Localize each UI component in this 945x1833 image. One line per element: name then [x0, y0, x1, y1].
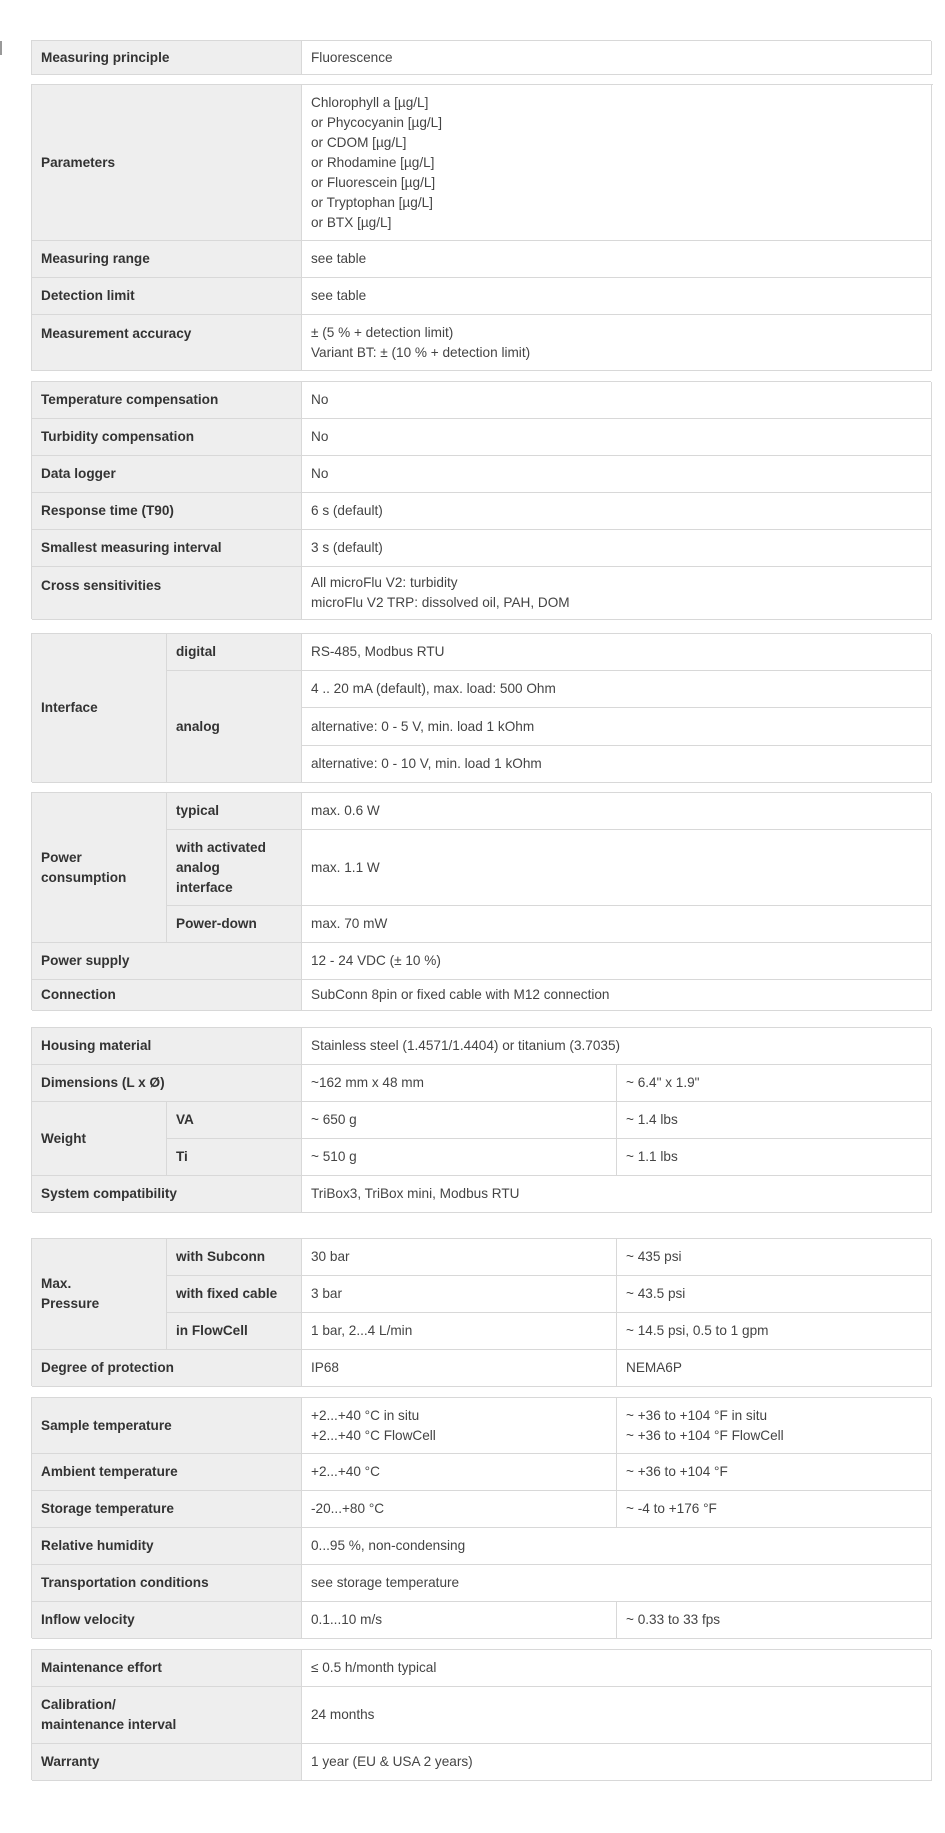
cell-text: Cross sensitivities	[41, 578, 162, 593]
cell-text: +2...+40 °C in situ +2...+40 °C FlowCell	[311, 1407, 436, 1443]
cell-text: Sample temperature	[41, 1417, 172, 1433]
cell-text: ~ 1.4 lbs	[626, 1112, 678, 1127]
cell-text: max. 70 mW	[311, 916, 388, 931]
spec-value-subconn-8pin-or-fixed-cable-with-m12-con	[302, 980, 932, 1011]
cell-text: with fixed cable	[176, 1286, 278, 1301]
cell-text: 3 s (default)	[311, 540, 383, 555]
spec-label-dimensions-l-x	[32, 1065, 302, 1102]
cell-text: 30 bar	[311, 1249, 350, 1264]
cell-text: Fluorescence	[311, 49, 393, 65]
cell-text: Storage temperature	[41, 1501, 174, 1516]
cell-text: VA	[176, 1112, 194, 1127]
block-environment	[31, 1397, 931, 1638]
cell-text: No	[311, 392, 329, 407]
spec-label-measuring-principle	[32, 41, 302, 75]
cell-text: IP68	[311, 1360, 339, 1375]
cell-text: ~162 mm x 48 mm	[311, 1075, 424, 1090]
cell-text: ~ 6.4" x 1.9"	[626, 1075, 700, 1090]
cell-text: digital	[176, 644, 217, 659]
spec-value-3-bar	[302, 1276, 617, 1313]
cell-text: Power consumption	[41, 849, 127, 885]
spec-value-12-24-vdc-10	[302, 943, 932, 980]
cell-text: Turbidity compensation	[41, 429, 195, 444]
cell-text: see storage temperature	[311, 1575, 460, 1590]
spec-value-max-0-6-w	[302, 793, 932, 830]
cell-text: with activated analog interface	[176, 839, 266, 895]
spec-value-6-4-x-1-9	[617, 1065, 932, 1102]
cell-text: System compatibility	[41, 1186, 177, 1201]
cell-text: ~ 14.5 psi, 0.5 to 1 gpm	[626, 1323, 769, 1338]
spec-value-4-to-176-f	[617, 1491, 932, 1528]
spec-label-calibration-maintenance-interval	[32, 1687, 302, 1744]
cell-text: ~ -4 to +176 °F	[626, 1501, 717, 1516]
cell-text: 3 bar	[311, 1286, 342, 1301]
cell-text: typical	[176, 803, 220, 818]
spec-value-no	[302, 382, 932, 419]
cell-text: Dimensions (L x Ø)	[41, 1075, 165, 1090]
spec-value-24-months	[302, 1687, 932, 1744]
spec-value-20-80-c	[302, 1491, 617, 1528]
spec-value-1-1-lbs	[617, 1139, 932, 1176]
spec-label-in-flowcell	[167, 1313, 302, 1350]
cell-text: Inflow velocity	[41, 1612, 135, 1627]
cell-text: with Subconn	[176, 1249, 266, 1264]
spec-label-storage-temperature	[32, 1491, 302, 1528]
spec-label-maintenance-effort	[32, 1650, 302, 1687]
cell-text: ~ 0.33 to 33 fps	[626, 1612, 721, 1627]
cell-text: Degree of protection	[41, 1360, 174, 1375]
spec-label-transportation-conditions	[32, 1565, 302, 1602]
cell-text: Power-down	[176, 916, 257, 931]
spec-label-digital	[167, 634, 302, 671]
spec-value-no	[302, 419, 932, 456]
spec-value-nema6p	[617, 1350, 932, 1387]
spec-label-smallest-measuring-interval	[32, 530, 302, 567]
cell-text: Data logger	[41, 466, 116, 481]
spec-value-4-20-ma-default-max-load-500-ohm	[302, 671, 932, 708]
cell-text: ± (5 % + detection limit) Variant BT: ± (10 % + detection limit)	[311, 324, 531, 360]
cell-text: 1 year (EU & USA 2 years)	[311, 1754, 473, 1769]
spec-label-response-time-t90	[32, 493, 302, 530]
spec-value-36-to-104-f-in-situ-36-to-104-f-flowcell	[617, 1398, 932, 1454]
cell-text: alternative: 0 - 5 V, min. load 1 kOhm	[311, 718, 535, 734]
cell-text: Chlorophyll a [µg/L] or Phycocyanin [µg/L] or CDOM [µg/L] or Rhodamine [µg/L] or Fluorescein [µg/L] or Tryptophan [µg/L] or BTX [µg/L]	[311, 94, 442, 230]
block-maintenance	[31, 1649, 931, 1780]
cell-text: RS-485, Modbus RTU	[311, 644, 445, 659]
spec-label-connection	[32, 980, 302, 1011]
cell-text: ~ +36 to +104 °F	[626, 1464, 728, 1479]
cell-text: Max. Pressure	[41, 1276, 100, 1311]
spec-value-36-to-104-f	[617, 1454, 932, 1491]
cell-text: Stainless steel (1.4571/1.4404) or titanium (3.7035)	[311, 1038, 621, 1053]
cell-text: All microFlu V2: turbidity microFlu V2 TRP: dissolved oil, PAH, DOM	[311, 575, 570, 610]
block-power	[31, 792, 931, 1010]
spec-label-measurement-accuracy	[32, 315, 302, 371]
spec-value-0-95-non-condensing	[302, 1528, 932, 1565]
cell-text: Interface	[41, 700, 98, 715]
cell-text: No	[311, 429, 329, 444]
spec-value-30-bar	[302, 1239, 617, 1276]
cell-text: 6 s (default)	[311, 503, 383, 518]
block-housing	[31, 1027, 931, 1212]
cell-text: Measuring principle	[41, 49, 170, 65]
spec-value-alternative-0-5-v-min-load-1-kohm	[302, 708, 932, 746]
cell-text: No	[311, 466, 329, 481]
cell-text: 0.1...10 m/s	[311, 1612, 383, 1627]
spec-label-analog	[167, 671, 302, 783]
cell-text: alternative: 0 - 10 V, min. load 1 kOhm	[311, 756, 542, 771]
spec-value-all-microflu-v2-turbidity-microflu-v2-tr	[302, 567, 932, 620]
spec-label-typical	[167, 793, 302, 830]
spec-value-510-g	[302, 1139, 617, 1176]
spec-value-see-table	[302, 278, 932, 315]
spec-value-2-40-c	[302, 1454, 617, 1491]
spec-label-with-activated-analog-interface	[167, 830, 302, 906]
cell-text: max. 1.1 W	[311, 859, 380, 875]
cell-text: ~ 1.1 lbs	[626, 1149, 678, 1164]
block-measurement	[31, 40, 931, 371]
spec-value-435-psi	[617, 1239, 932, 1276]
scroll-edge-marker	[0, 41, 2, 55]
spec-value-0-33-to-33-fps	[617, 1602, 932, 1639]
spec-value-14-5-psi-0-5-to-1-gpm	[617, 1313, 932, 1350]
cell-text: Housing material	[41, 1038, 152, 1053]
cell-text: Ambient temperature	[41, 1464, 178, 1479]
cell-text: 4 .. 20 mA (default), max. load: 500 Ohm	[311, 681, 556, 696]
cell-text: Transportation conditions	[41, 1575, 209, 1590]
cell-text: max. 0.6 W	[311, 803, 380, 818]
spec-label-ambient-temperature	[32, 1454, 302, 1491]
spec-label-weight	[32, 1102, 167, 1176]
spec-value-max-1-1-w	[302, 830, 932, 906]
spec-value-see-storage-temperature	[302, 1565, 932, 1602]
cell-text: +2...+40 °C	[311, 1464, 380, 1479]
spec-value-stainless-steel-1-4571-1-4404-or-titaniu	[302, 1028, 932, 1065]
spec-label-ti	[167, 1139, 302, 1176]
spec-value-5-detection-limit-variant-bt-10-detectio	[302, 315, 932, 371]
section-gap	[31, 75, 933, 85]
spec-label-warranty	[32, 1744, 302, 1781]
spec-label-va	[167, 1102, 302, 1139]
spec-value-162-mm-x-48-mm	[302, 1065, 617, 1102]
spec-value-1-year-eu-usa-2-years	[302, 1744, 932, 1781]
block-interface	[31, 633, 931, 782]
cell-text: Smallest measuring interval	[41, 540, 222, 555]
cell-text: Power supply	[41, 953, 130, 968]
cell-text: TriBox3, TriBox mini, Modbus RTU	[311, 1186, 520, 1201]
cell-text: analog	[176, 718, 220, 734]
spec-value-alternative-0-10-v-min-load-1-kohm	[302, 746, 932, 783]
spec-value-0-5-h-month-typical	[302, 1650, 932, 1687]
spec-label-relative-humidity	[32, 1528, 302, 1565]
cell-text: Response time (T90)	[41, 503, 174, 518]
spec-value-3-s-default	[302, 530, 932, 567]
spec-label-degree-of-protection	[32, 1350, 302, 1387]
cell-text: Temperature compensation	[41, 392, 219, 407]
cell-text: -20...+80 °C	[311, 1501, 385, 1516]
cell-text: Measurement accuracy	[41, 326, 192, 341]
spec-label-detection-limit	[32, 278, 302, 315]
spec-value-tribox3-tribox-mini-modbus-rtu	[302, 1176, 932, 1213]
spec-value-see-table	[302, 241, 932, 278]
cell-text: Detection limit	[41, 288, 135, 303]
spec-value-no	[302, 456, 932, 493]
spec-value-1-bar-2-4-l-min	[302, 1313, 617, 1350]
cell-text: Calibration/ maintenance interval	[41, 1697, 177, 1732]
spec-label-parameters	[32, 85, 302, 241]
cell-text: see table	[311, 288, 367, 303]
cell-text: ~ 43.5 psi	[626, 1286, 686, 1301]
spec-label-inflow-velocity	[32, 1602, 302, 1639]
cell-text: ~ 435 psi	[626, 1249, 682, 1264]
cell-text: 12 - 24 VDC (± 10 %)	[311, 953, 441, 968]
spec-label-power-down	[167, 906, 302, 943]
cell-text: ~ 510 g	[311, 1149, 357, 1164]
spec-label-data-logger	[32, 456, 302, 493]
spec-value-fluorescence	[302, 41, 932, 75]
spec-label-with-subconn	[167, 1239, 302, 1276]
cell-text: see table	[311, 251, 367, 266]
spec-label-sample-temperature	[32, 1398, 302, 1454]
cell-text: Ti	[176, 1149, 188, 1164]
spec-label-measuring-range	[32, 241, 302, 278]
spec-label-temperature-compensation	[32, 382, 302, 419]
spec-value-2-40-c-in-situ-2-40-c-flowcell	[302, 1398, 617, 1454]
cell-text: 24 months	[311, 1707, 375, 1722]
cell-text: Weight	[41, 1130, 87, 1146]
cell-text: ~ 650 g	[311, 1112, 357, 1127]
spec-label-power-consumption	[32, 793, 167, 943]
spec-label-turbidity-compensation	[32, 419, 302, 456]
spec-label-with-fixed-cable	[167, 1276, 302, 1313]
block-pressure	[31, 1238, 931, 1386]
cell-text: 0...95 %, non-condensing	[311, 1538, 466, 1553]
spec-label-max-pressure	[32, 1239, 167, 1350]
cell-text: NEMA6P	[626, 1360, 682, 1375]
spec-value-chlorophyll-a-g-l-or-phycocyanin-g-l-or-	[302, 85, 932, 241]
spec-value-6-s-default	[302, 493, 932, 530]
cell-text: ≤ 0.5 h/month typical	[311, 1660, 437, 1675]
cell-text: Relative humidity	[41, 1538, 154, 1553]
spec-value-1-4-lbs	[617, 1102, 932, 1139]
spec-label-cross-sensitivities	[32, 567, 302, 620]
cell-text: Parameters	[41, 154, 116, 170]
spec-value-0-1-10-m-s	[302, 1602, 617, 1639]
spec-label-system-compatibility	[32, 1176, 302, 1213]
cell-text: ~ +36 to +104 °F in situ ~ +36 to +104 °F FlowCell	[626, 1407, 784, 1443]
cell-text: Maintenance effort	[41, 1660, 162, 1675]
block-compensation	[31, 381, 931, 619]
spec-label-power-supply	[32, 943, 302, 980]
cell-text: Measuring range	[41, 251, 150, 266]
spec-value-rs-485-modbus-rtu	[302, 634, 932, 671]
cell-text: Connection	[41, 987, 116, 1002]
spec-value-43-5-psi	[617, 1276, 932, 1313]
cell-text: Warranty	[41, 1754, 100, 1769]
spec-value-ip68	[302, 1350, 617, 1387]
spec-value-650-g	[302, 1102, 617, 1139]
spec-label-interface	[32, 634, 167, 783]
cell-text: 1 bar, 2...4 L/min	[311, 1323, 413, 1338]
spec-value-max-70-mw	[302, 906, 932, 943]
cell-text: in FlowCell	[176, 1323, 248, 1338]
spec-label-housing-material	[32, 1028, 302, 1065]
cell-text: SubConn 8pin or fixed cable with M12 connection	[311, 987, 610, 1002]
